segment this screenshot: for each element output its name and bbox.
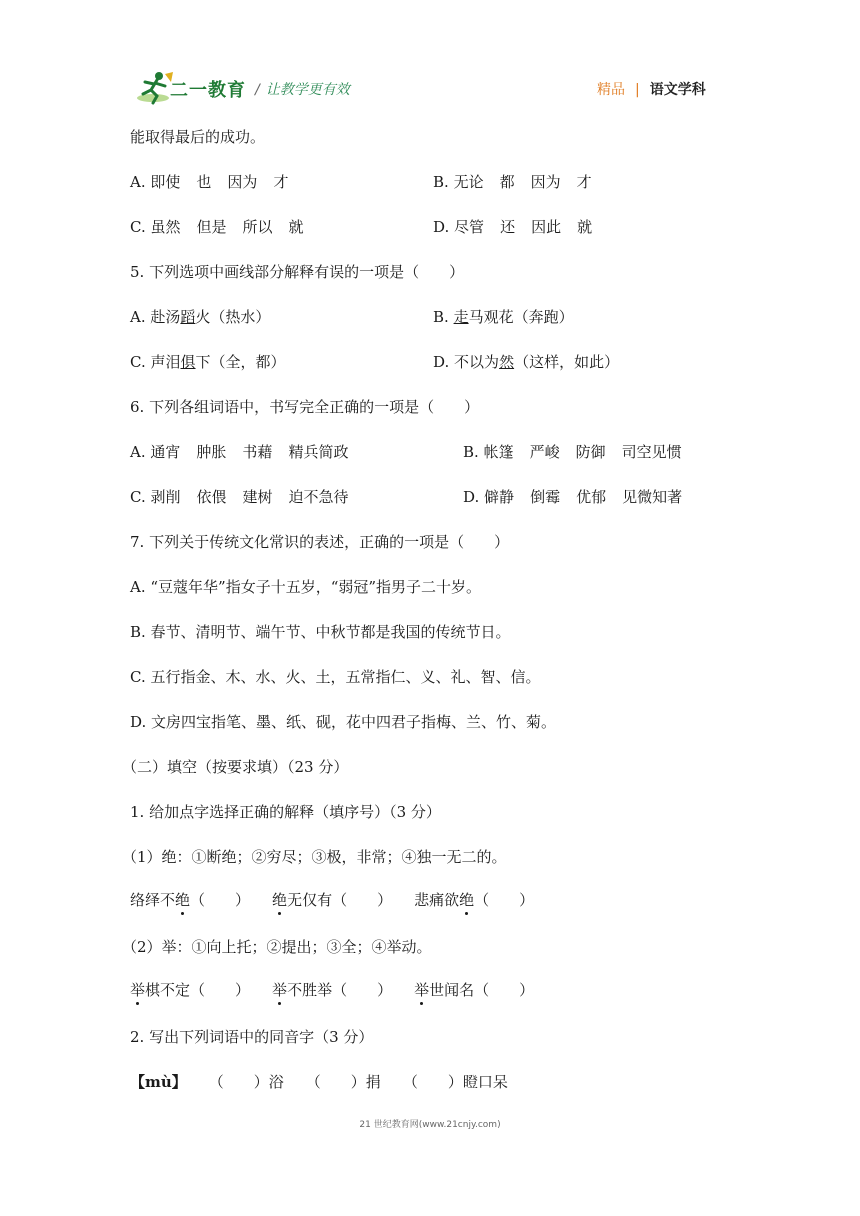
pinyin-label: 【mù】: [130, 1073, 187, 1091]
q7-stem: 7. 下列关于传统文化常识的表述，正确的一项是（ ）: [130, 533, 510, 551]
q6-option-b: B. 帐篷 严峻 防御 司空见惯: [463, 443, 682, 461]
q7-option-b: B. 春节、清明节、端午节、中秋节都是我国的传统节日。: [130, 623, 511, 641]
q5-option-d: D. 不以为然（这样，如此）: [433, 353, 620, 371]
s2-q1-part2-items: [130, 980, 534, 1000]
q7-option-d: D. 文房四宝指笔、墨、纸、砚，花中四君子指梅、兰、竹、菊。: [130, 713, 557, 731]
q4-option-b: B. 无论 都 因为 才: [433, 173, 592, 191]
q4-tail: 能取得最后的成功。: [130, 128, 266, 146]
s2-q2-stem: 2. 写出下列词语中的同音字（3 分）: [130, 1028, 374, 1046]
header-tag: 精品 | 语文学科: [597, 82, 706, 98]
q5-option-b: B. 走马观花（奔跑）: [433, 308, 574, 326]
blank-item: （ ）瞪口呆: [402, 1073, 508, 1091]
q4-option-c: C. 虽然 但是 所以 就: [130, 218, 304, 236]
q6-option-c: C. 剥削 依偎 建树 迫不急待: [130, 488, 349, 506]
s2-q1-part2-def: （2）举：①向上托；②提出；③全；④举动。: [122, 938, 432, 956]
q5-option-c: C. 声泪俱下（全，都）: [130, 353, 286, 371]
blank-item: （ ）浴: [208, 1073, 284, 1091]
q6-stem: 6. 下列各组词语中，书写完全正确的一项是（ ）: [130, 398, 480, 416]
q7-option-a: A. “豆蔻年华”指女子十五岁，“弱冠”指男子二十岁。: [130, 578, 482, 596]
q6-option-d: D. 僻静 倒霉 优郁 见微知著: [463, 488, 683, 506]
s2-q1-part1-items: [130, 890, 534, 910]
blank-item: （ ）捐: [305, 1073, 381, 1091]
blank-item: 绝无仅有（ ）: [272, 891, 393, 909]
s2-q1-stem: 1. 给加点字选择正确的解释（填序号）（3 分）: [130, 803, 441, 821]
s2-q1-part1-def: （1）绝：①断绝；②穷尽；③极，非常；④独一无二的。: [122, 848, 507, 866]
q4-option-a: A. 即使 也 因为 才: [130, 173, 289, 191]
q6-option-a: A. 通宵 肿胀 书藉 精兵简政: [130, 443, 349, 461]
page-header: [0, 0, 860, 120]
q5-stem: 5. 下列选项中画线部分解释有误的一项是（ ）: [130, 263, 465, 281]
logo-text: 二一教育: [170, 80, 246, 101]
blank-item: 悲痛欲绝（ ）: [414, 891, 535, 909]
blank-item: 举世闻名（ ）: [414, 981, 535, 999]
q4-option-d: D. 尽管 还 因此 就: [433, 218, 593, 236]
s2-q2-items: [130, 1072, 508, 1092]
blank-item: 举棋不定（ ）: [130, 981, 251, 999]
page-footer: 21 世纪教育网(www.21cnjy.com): [359, 1120, 501, 1130]
blank-item: 络绎不绝（ ）: [130, 891, 251, 909]
section2-title: （二）填空（按要求填）（23 分）: [122, 758, 349, 776]
q7-option-c: C. 五行指金、木、水、火、土，五常指仁、义、礼、智、信。: [130, 668, 541, 686]
slogan: / 让教学更有效: [255, 82, 350, 98]
q5-option-a: A. 赴汤蹈火（热水）: [130, 308, 271, 326]
blank-item: 举不胜举（ ）: [272, 981, 393, 999]
